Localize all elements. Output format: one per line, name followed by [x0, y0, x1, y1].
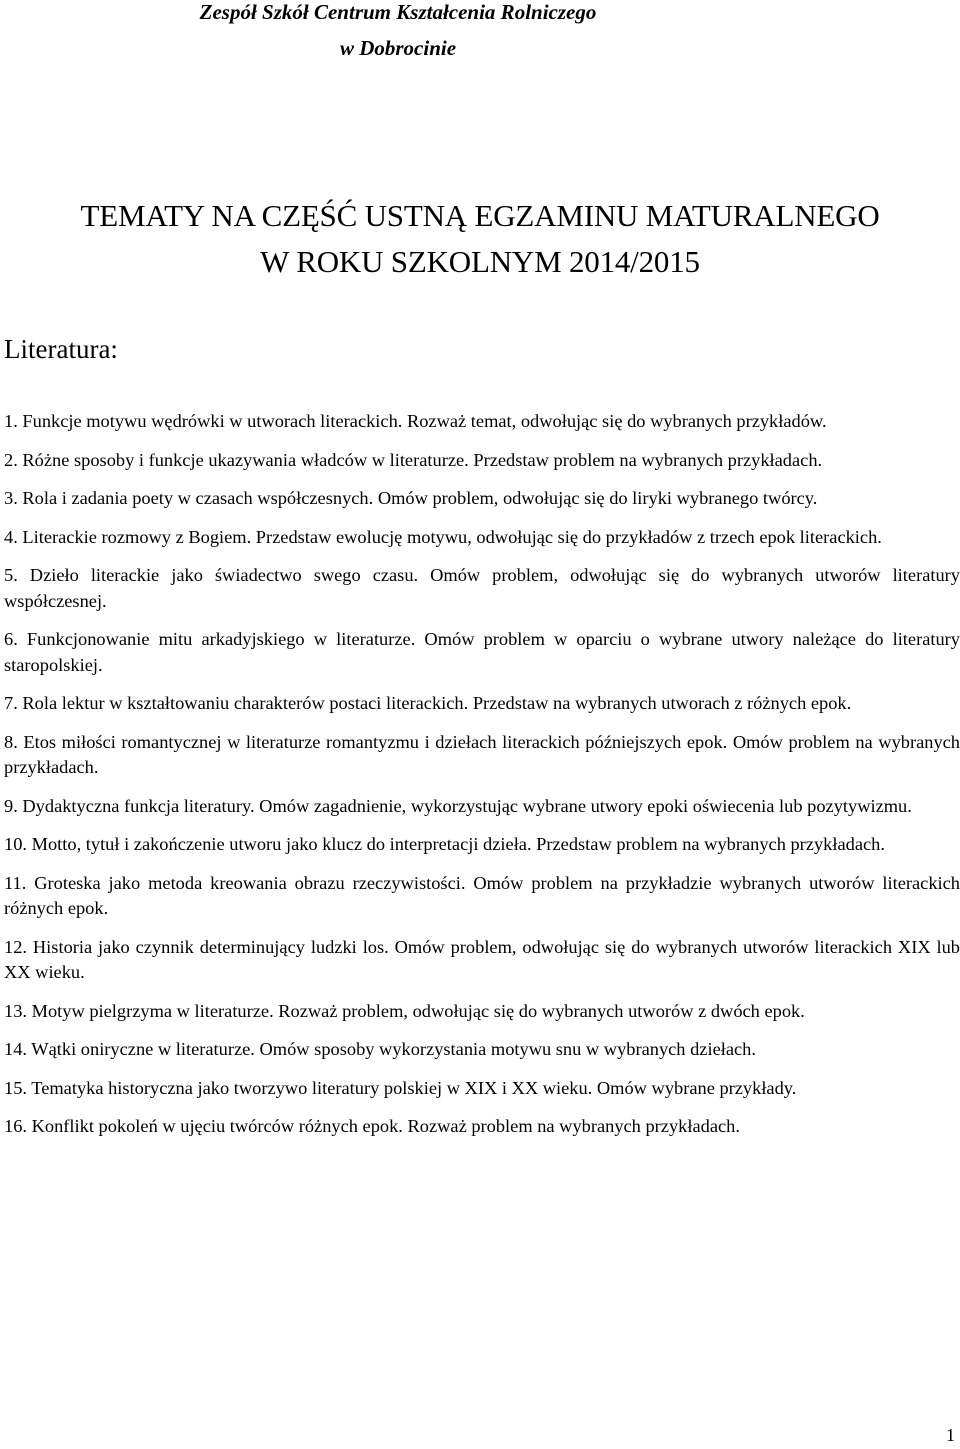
topic-item [4, 1037, 960, 1063]
document-title-line2: W ROKU SZKOLNYM 2014/2015 [260, 244, 700, 279]
topic-item [4, 999, 960, 1025]
topic-number: 5. [4, 565, 18, 585]
topic-number: 4. [4, 526, 18, 547]
topic-list [4, 409, 960, 1153]
topic-number: 6. [4, 629, 18, 649]
topic-number: 14. [4, 1039, 27, 1059]
topic-item [4, 486, 960, 512]
topic-text: Wątki oniryczne w literaturze. Omów sposoby wykorzystania motywu snu w wybranych dziełach. [31, 1039, 756, 1059]
topic-number: 11. [4, 872, 27, 893]
topic-item [4, 871, 960, 922]
topic-item [4, 1114, 960, 1140]
topic-text: Rola lektur w kształtowaniu charakterów postaci literackich. Przedstaw na wybranych utworach z różnych epok. [22, 693, 852, 713]
topic-text: Historia jako czynnik determinujący ludzki los. Omów problem, odwołując się do wybranych utworów literackich XIX lub XX wieku. [4, 936, 960, 982]
topic-item [4, 1076, 960, 1102]
topic-item [4, 448, 960, 474]
topic-number: 9. [4, 795, 18, 816]
topic-item [4, 832, 960, 858]
topic-text: Dydaktyczna funkcja literatury. Omów zagadnienie, wykorzystując wybrane utwory epoki oświecenia lub pozytywizmu. [22, 795, 912, 816]
topic-item [4, 935, 960, 986]
topic-number: 2. [4, 449, 18, 470]
school-location: w Dobrocinie [339, 36, 457, 60]
topic-text: Funkcjonowanie mitu arkadyjskiego w literaturze. Omów problem w oparciu o wybrane utwory należące do literatury staropolskiej. [4, 629, 960, 675]
topic-number: 10. [4, 834, 27, 854]
topic-text: Różne sposoby i funkcje ukazywania władców w literaturze. Przedstaw problem na wybranych przykładach. [22, 449, 823, 470]
topic-text: Etos miłości romantycznej w literaturze romantyzmu i dziełach literackich późniejszych epok. Omów problem na wybranych przykładach. [4, 731, 960, 777]
topic-number: 1. [4, 411, 18, 431]
topic-text: Rola i zadania poety w czasach współczesnych. Omów problem, odwołując się do liryki wybranego twórcy. [22, 488, 818, 508]
document-title-line1: TEMATY NA CZĘŚĆ USTNĄ EGZAMINU MATURALNEGO [80, 198, 880, 233]
topic-text: Konflikt pokoleń w ujęciu twórców różnych epok. Rozważ problem na wybranych przykładach. [31, 1116, 740, 1136]
topic-text: Tematyka historyczna jako tworzywo literatury polskiej w XIX i XX wieku. Omów wybrane przykłady. [31, 1077, 797, 1098]
topic-text: Groteska jako metoda kreowania obrazu rzeczywistości. Omów problem na przykładzie wybranych utworów literackich różnych epok. [4, 872, 960, 918]
section-heading: Literatura: [4, 334, 118, 364]
topic-item [4, 525, 960, 551]
topic-text: Motto, tytuł i zakończenie utworu jako klucz do interpretacji dzieła. Przedstaw problem na wybranych przykładach. [31, 834, 885, 854]
topic-number: 13. [4, 1000, 27, 1021]
topic-item [4, 627, 960, 678]
topic-item [4, 409, 960, 435]
page-number: 1 [946, 1425, 955, 1445]
topic-item [4, 794, 960, 820]
topic-number: 12. [4, 936, 27, 957]
topic-text: Motyw pielgrzyma w literaturze. Rozważ problem, odwołując się do wybranych utworów z dwóch epok. [31, 1000, 805, 1021]
topic-number: 8. [4, 731, 18, 752]
topic-number: 7. [4, 693, 18, 713]
school-name: Zespół Szkół Centrum Kształcenia Rolniczego [199, 0, 597, 24]
topic-item [4, 563, 960, 614]
topic-text: Literackie rozmowy z Bogiem. Przedstaw ewolucję motywu, odwołując się do przykładów z trzech epok literackich. [22, 526, 882, 547]
topic-item [4, 730, 960, 781]
topic-item [4, 691, 960, 717]
topic-text: Dzieło literackie jako świadectwo swego czasu. Omów problem, odwołując się do wybranych utworów literatury współczesnej. [4, 565, 960, 611]
topic-number: 3. [4, 488, 18, 508]
topic-text: Funkcje motywu wędrówki w utworach literackich. Rozważ temat, odwołując się do wybranych przykładów. [22, 411, 827, 431]
topic-number: 15. [4, 1077, 27, 1098]
topic-number: 16. [4, 1116, 27, 1136]
